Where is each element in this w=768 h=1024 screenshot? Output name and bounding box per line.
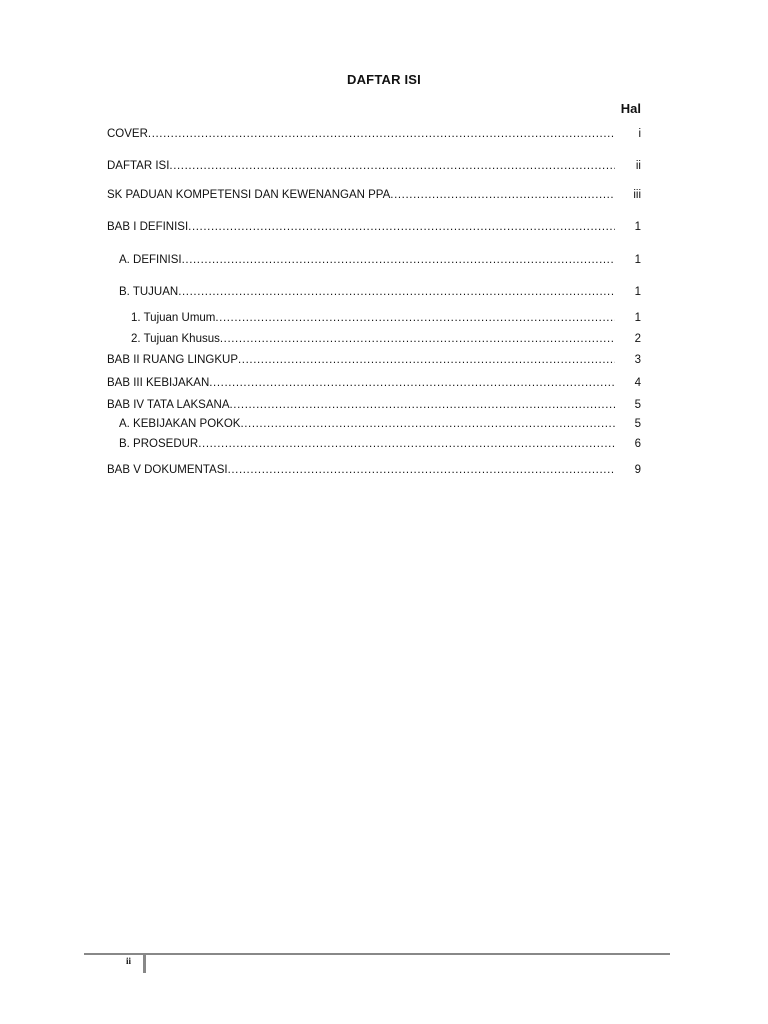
toc-entry-page: 1 bbox=[634, 286, 641, 298]
toc-entry-page: 4 bbox=[634, 377, 641, 389]
toc-entry-bab-ii bbox=[107, 352, 641, 368]
toc-entry-label: 1. Tujuan Umum bbox=[131, 312, 216, 324]
toc-entry-kebijakan-pokok bbox=[119, 416, 641, 432]
toc-entry-tujuan-umum bbox=[131, 310, 641, 326]
dot-leader bbox=[198, 436, 615, 452]
footer-divider bbox=[84, 953, 670, 955]
dot-leader bbox=[215, 310, 615, 326]
dot-leader bbox=[230, 397, 615, 413]
dot-leader bbox=[390, 187, 615, 203]
toc-entry-sk-paduan bbox=[107, 187, 641, 203]
toc-entry-page: 6 bbox=[634, 438, 641, 450]
toc-entry-bab-v bbox=[107, 462, 641, 478]
toc-entry-page: ii bbox=[635, 160, 641, 172]
page-title: DAFTAR ISI bbox=[347, 72, 421, 87]
toc-entry-page: 5 bbox=[634, 399, 641, 411]
toc-entry-page: 9 bbox=[634, 464, 641, 476]
dot-leader bbox=[188, 219, 615, 235]
toc-entry-page: 1 bbox=[634, 312, 641, 324]
toc-entry-label: A. DEFINISI bbox=[119, 254, 182, 266]
toc-entry-bab-iv bbox=[107, 397, 641, 413]
dot-leader bbox=[238, 352, 615, 368]
toc-entry-label: B. PROSEDUR bbox=[119, 438, 199, 450]
toc-entry-page: 2 bbox=[634, 333, 641, 345]
toc-entry-page: i bbox=[638, 128, 641, 140]
dot-leader bbox=[209, 375, 615, 391]
toc-entry-cover bbox=[107, 126, 641, 142]
toc-entry-bab-i bbox=[107, 219, 641, 235]
dot-leader bbox=[148, 126, 615, 142]
toc-entry-label: BAB IV TATA LAKSANA bbox=[107, 399, 230, 411]
toc-entry-label: B. TUJUAN bbox=[119, 286, 179, 298]
toc-entry-page: 5 bbox=[634, 418, 641, 430]
toc-entry-definisi bbox=[119, 252, 641, 268]
toc-entry-daftar-isi bbox=[107, 158, 641, 174]
toc-entry-label: DAFTAR ISI bbox=[107, 160, 170, 172]
toc-entry-bab-iii bbox=[107, 375, 641, 391]
dot-leader bbox=[240, 416, 615, 432]
toc-entry-prosedur bbox=[119, 436, 641, 452]
dot-leader bbox=[228, 462, 615, 478]
toc-entry-label: BAB III KEBIJAKAN bbox=[107, 377, 210, 389]
dot-leader bbox=[182, 252, 615, 268]
toc-entry-label: BAB I DEFINISI bbox=[107, 221, 189, 233]
toc-entry-label: BAB V DOKUMENTASI bbox=[107, 464, 228, 476]
toc-entry-label: A. KEBIJAKAN POKOK bbox=[119, 418, 241, 430]
dot-leader bbox=[178, 284, 615, 300]
toc-entry-label: BAB II RUANG LINGKUP bbox=[107, 354, 239, 366]
toc-entry-tujuan-khusus bbox=[131, 331, 641, 347]
toc-entry-label: COVER bbox=[107, 128, 148, 140]
toc-entry-label: 2. Tujuan Khusus bbox=[131, 333, 220, 345]
dot-leader bbox=[169, 158, 615, 174]
toc-entry-page: iii bbox=[633, 189, 641, 201]
toc-entry-tujuan bbox=[119, 284, 641, 300]
toc-entry-page: 1 bbox=[634, 254, 641, 266]
page-column-label: Hal bbox=[620, 101, 641, 116]
footer-page-number: ii bbox=[126, 956, 132, 966]
toc-entry-label: SK PADUAN KOMPETENSI DAN KEWENANGAN PPA bbox=[107, 189, 391, 201]
dot-leader bbox=[220, 331, 615, 347]
toc-entry-page: 3 bbox=[634, 354, 641, 366]
toc-entry-page: 1 bbox=[634, 221, 641, 233]
footer-vertical-bar bbox=[143, 953, 146, 973]
